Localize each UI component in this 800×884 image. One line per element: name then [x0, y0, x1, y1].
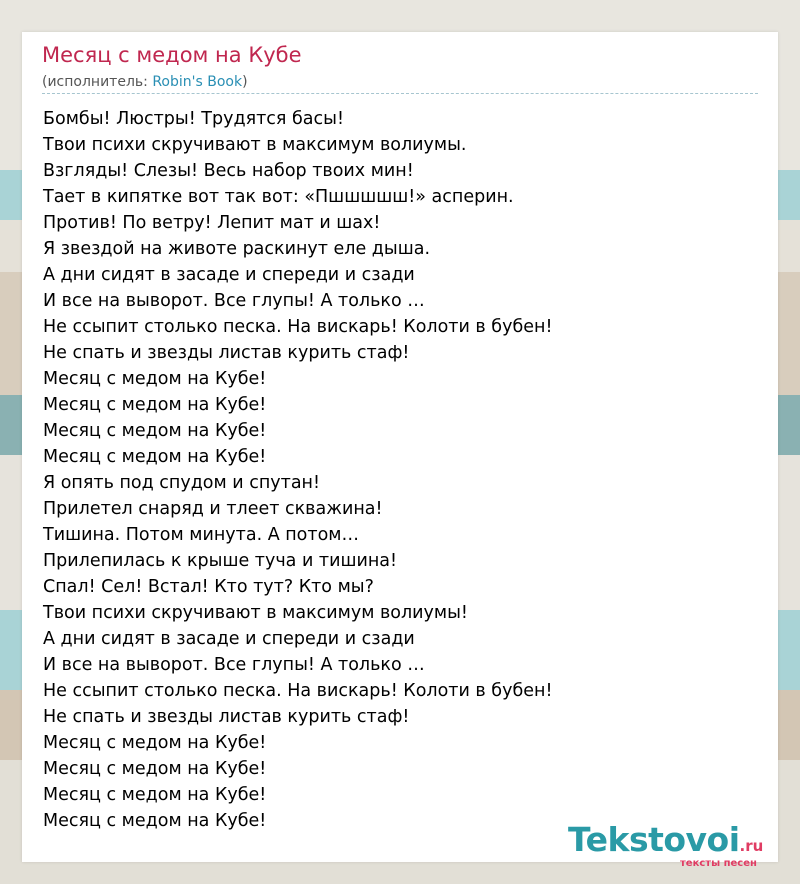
lyric-line: Месяц с медом на Кубе!	[43, 395, 267, 415]
lyric-line: Тишина. Потом минута. А потом…	[43, 525, 359, 545]
site-logo[interactable]	[568, 820, 764, 869]
lyric-line: Не ссыпит столько песка. На вискарь! Колоти в бубен!	[43, 317, 553, 337]
logo-main-text: Tekstovoi	[568, 820, 740, 859]
lyric-line: Твои психи скручивают в максимум волиумы.	[43, 135, 467, 155]
lyric-line: И все на выворот. Все глупы! А только …	[43, 655, 425, 675]
lyric-line: Против! По ветру! Лепит мат и шах!	[43, 213, 381, 233]
lyric-line: Не спать и звезды листав курить стаф!	[43, 707, 410, 727]
song-title: Месяц с медом на Кубе	[42, 43, 302, 67]
lyric-line: Месяц с медом на Кубе!	[43, 811, 267, 831]
artist-prefix: (исполнитель:	[42, 74, 153, 90]
lyric-line: Не спать и звезды листав курить стаф!	[43, 343, 410, 363]
lyric-line: Не ссыпит столько песка. На вискарь! Колоти в бубен!	[43, 681, 553, 701]
lyric-line: Прилетел снаряд и тлеет скважина!	[43, 499, 383, 519]
lyric-line: Взгляды! Слезы! Весь набор твоих мин!	[43, 161, 414, 181]
logo-tagline: тексты песен	[680, 858, 757, 869]
lyric-line: Месяц с медом на Кубе!	[43, 733, 267, 753]
title-divider	[42, 93, 758, 94]
lyric-line: Месяц с медом на Кубе!	[43, 759, 267, 779]
lyrics-list	[43, 106, 552, 834]
lyric-line: Тает в кипятке вот так вот: «Пшшшшш!» асперин.	[43, 187, 514, 207]
lyric-line: Месяц с медом на Кубе!	[43, 421, 267, 441]
lyric-line: Я звездой на животе раскинут еле дыша.	[43, 239, 431, 259]
lyric-line: Прилепилась к крыше туча и тишина!	[43, 551, 398, 571]
artist-line	[42, 74, 248, 90]
lyric-line: А дни сидят в засаде и спереди и сзади	[43, 629, 415, 649]
lyrics-card	[22, 32, 778, 869]
artist-link[interactable]: Robin's Book	[152, 74, 243, 90]
artist-suffix: )	[242, 74, 248, 90]
lyric-line: Я опять под спудом и спутан!	[43, 473, 321, 493]
lyric-line: Твои психи скручивают в максимум волиумы!	[43, 603, 468, 623]
lyric-line: Месяц с медом на Кубе!	[43, 785, 267, 805]
logo-tld: .ru	[739, 837, 764, 855]
lyric-line: И все на выворот. Все глупы! А только …	[43, 291, 425, 311]
lyric-line: А дни сидят в засаде и спереди и сзади	[43, 265, 415, 285]
lyric-line: Бомбы! Люстры! Трудятся басы!	[43, 109, 344, 129]
lyric-line: Месяц с медом на Кубе!	[43, 369, 267, 389]
lyric-line: Спал! Сел! Встал! Кто тут? Кто мы?	[43, 577, 374, 597]
lyric-line: Месяц с медом на Кубе!	[43, 447, 267, 467]
